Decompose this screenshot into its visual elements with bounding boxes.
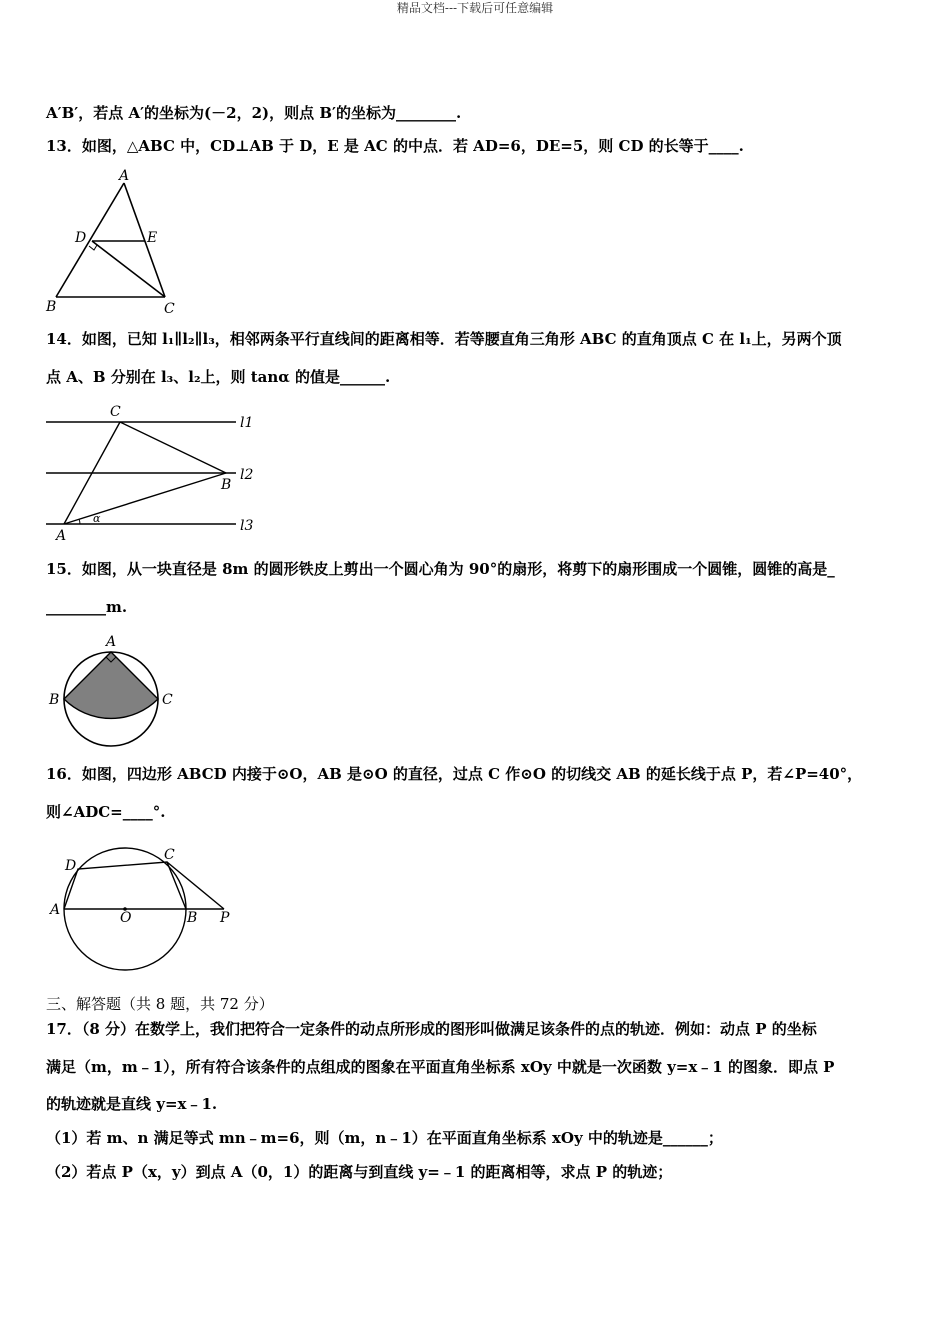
question-12-continuation: A′B′，若点 A′的坐标为(－2，2)，则点 B′的坐标为________. — [46, 104, 462, 122]
question-16-line1: 16．如图，四边形 ABCD 内接于⊙O，AB 是⊙O 的直径，过点 C 作⊙O 的切线交 AB 的延长线于点 P，若∠P=40°， — [46, 765, 863, 783]
label-A: A — [106, 634, 117, 650]
label-O: O — [120, 910, 132, 926]
question-17-line3: 的轨迹就是直线 y=x﹣1. — [46, 1095, 218, 1113]
figure-14-parallel-lines — [40, 398, 270, 546]
label-C: C — [110, 404, 121, 420]
question-15-line2: ________m. — [46, 598, 128, 616]
label-A: A — [119, 168, 130, 184]
label-A: A — [56, 528, 67, 544]
question-14-line1: 14．如图，已知 l₁∥l₂∥l₃，相邻两条平行直线间的距离相等．若等腰直角三角形 ABC 的直角顶点 C 在 l₁上，另两个顶 — [46, 330, 842, 348]
label-l3: l3 — [240, 518, 254, 534]
page-header: 精品文档---下载后可任意编辑 — [396, 1, 554, 15]
label-C: C — [164, 301, 175, 317]
label-P: P — [220, 910, 230, 926]
label-A: A — [50, 902, 61, 918]
question-17-line2: 满足（m，m﹣1），所有符合该条件的点组成的图象在平面直角坐标系 xOy 中就是一次函数 y=x﹣1 的图象．即点 P — [46, 1058, 835, 1076]
figure-13-triangle — [40, 165, 200, 320]
question-13: 13．如图，△ABC 中，CD⊥AB 于 D，E 是 AC 的中点．若 AD=6，DE=5，则 CD 的长等于____. — [46, 137, 744, 155]
label-D: D — [65, 858, 77, 874]
label-B: B — [46, 299, 57, 315]
figure-16-circle-quadrilateral — [40, 842, 240, 977]
section-3-heading: 三、解答题（共 8 题，共 72 分） — [46, 995, 274, 1013]
label-D: D — [75, 230, 87, 246]
label-B: B — [221, 477, 232, 493]
question-17-line1: 17．（8 分）在数学上，我们把符合一定条件的动点所形成的图形叫做满足该条件的点的轨迹．例如：动点 P 的坐标 — [46, 1020, 817, 1038]
question-14-line2: 点 A、B 分别在 l₃、l₂上，则 tanα 的值是______. — [46, 368, 391, 386]
question-16-line2: 则∠ADC=____°. — [46, 803, 166, 821]
question-17-part2: （2）若点 P（x，y）到点 A（0，1）的距离与到直线 y=﹣1 的距离相等，求点 P 的轨迹； — [46, 1163, 673, 1181]
question-15-line1: 15．如图，从一块直径是 8m 的圆形铁皮上剪出一个圆心角为 90°的扇形，将剪下的扇形围成一个圆锥，圆锥的高是_ — [46, 560, 835, 578]
label-B: B — [49, 692, 60, 708]
figure-15-sector — [40, 632, 190, 754]
label-l2: l2 — [240, 467, 254, 483]
question-17-part1: （1）若 m、n 满足等式 mn﹣m=6，则（m，n﹣1）在平面直角坐标系 xOy 中的轨迹是______； — [46, 1129, 723, 1147]
label-C: C — [162, 692, 173, 708]
label-C: C — [164, 847, 175, 863]
label-l1: l1 — [240, 415, 254, 431]
label-E: E — [147, 230, 158, 246]
label-alpha: α — [93, 512, 101, 525]
label-B: B — [187, 910, 198, 926]
